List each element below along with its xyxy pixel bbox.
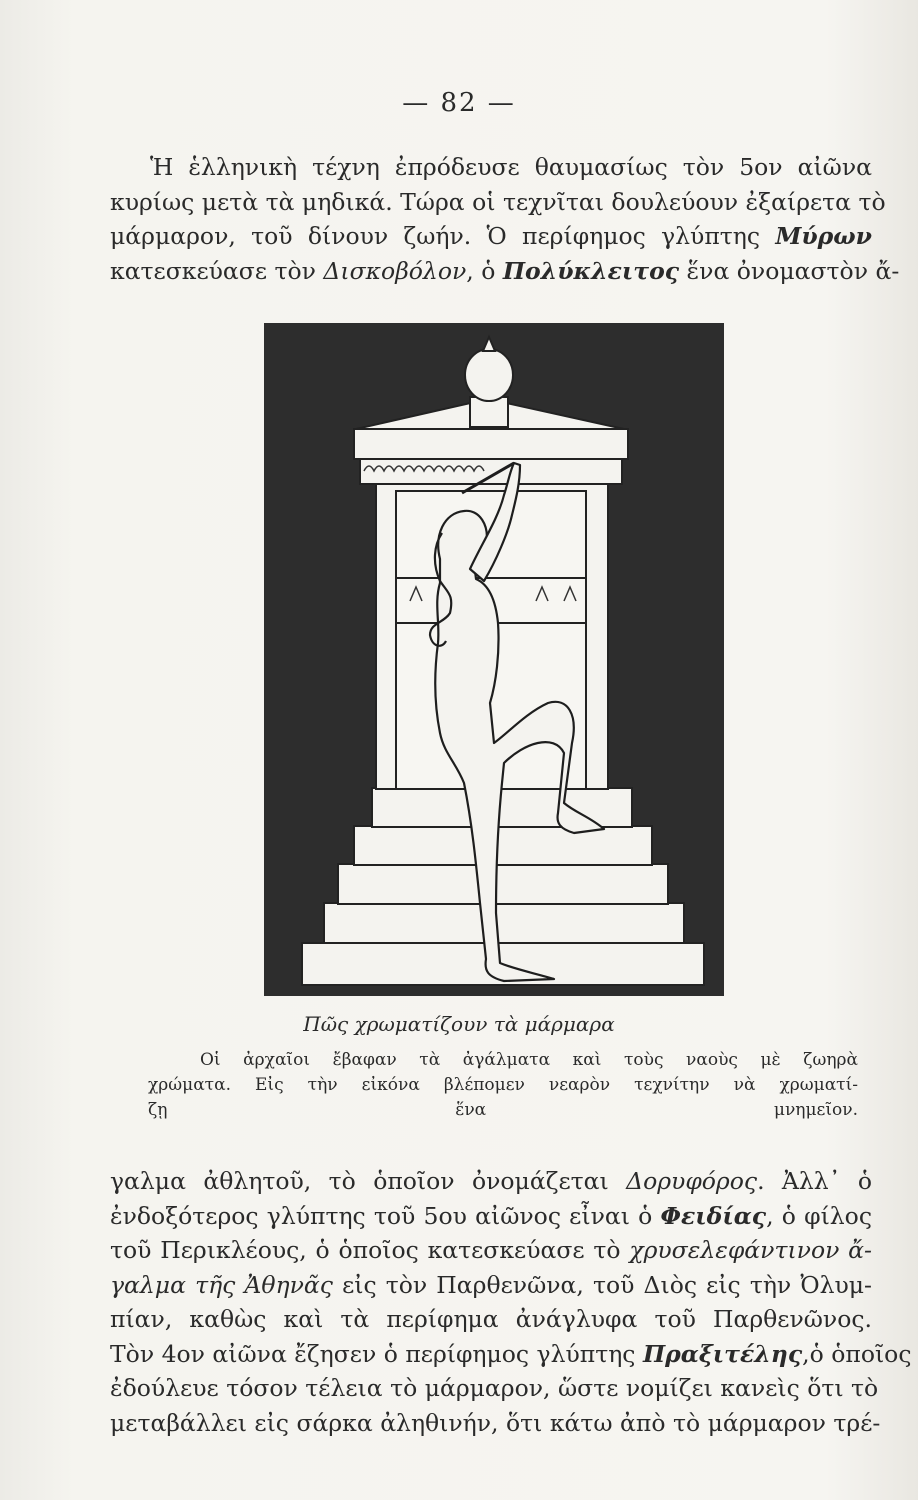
name-diskobolos: Δισκοβόλον — [323, 256, 467, 285]
text-line: ἐνδοξότερος γλύπτης τοῦ 5ου αἰῶνος εἶναι ὁ Φειδίας, ὁ φίλος — [110, 1201, 872, 1230]
text-line: μεταβάλλει εἰς σάρκα ἀληθινήν, ὅτι κάτω ἀπὸ τὸ μάρμαρον τρέ- — [110, 1408, 881, 1437]
text-line: γαλμα τῆς Ἀθηνᾶς εἰς τὸν Παρθενῶνα, τοῦ Διὸς εἰς τὴν Ὀλυμ- — [110, 1270, 872, 1299]
page-number: — 82 — — [402, 88, 516, 118]
text-line: ἐδούλευε τόσον τέλεια τὸ μάρμαρον, ὥστε νομίζει κανεὶς ὅτι τὸ — [110, 1374, 879, 1402]
illustration-painter-monument — [264, 323, 724, 996]
term-chryselephantine: χρυσελεφάντινον ἄ- — [629, 1236, 872, 1264]
text-line: κυρίως μετὰ τὰ μηδικά. Τώρα οἱ τεχνῖται δουλεύουν ἐξαίρετα τὸ — [110, 187, 886, 216]
text-line: Ἡ ἑλληνικὴ τέχνη ἐπρόδευσε θαυμασίως τὸν 5ον αἰῶνα — [150, 153, 872, 181]
text-line: πίαν, καθὼς καὶ τὰ περίφημα ἀνάγλυφα τοῦ Παρθενῶνος. — [110, 1305, 872, 1333]
name-pheidias: Φειδίας — [660, 1201, 767, 1230]
caption-line: ζῃ ἕνα μνημεῖον. — [148, 1100, 858, 1120]
name-doryphoros: Δορυφόρος — [626, 1167, 758, 1195]
name-myron: Μύρων — [775, 222, 872, 250]
name-polykleitos: Πολύκλειτος — [502, 256, 680, 285]
text-line: τοῦ Περικλέους, ὁ ὁποῖος κατεσκεύασε τὸ χρυσελεφάντινον ἄ- — [110, 1236, 872, 1264]
text-line: γαλμα ἀθλητοῦ, τὸ ὁποῖον ὀνομάζεται Δορυφόρος. Ἀλλ᾽ ὁ — [110, 1167, 872, 1195]
text-line: Τὸν 4ον αἰῶνα ἔζησεν ὁ περίφημος γλύπτης Πραξιτέλης,ὁ ὁποῖος — [110, 1339, 912, 1368]
paragraph-intro — [110, 150, 900, 288]
caption-line: Οἱ ἀρχαῖοι ἔβαφαν τὰ ἀγάλματα καὶ τοὺς ναοὺς μὲ ζωηρὰ — [200, 1050, 858, 1070]
caption-line: χρώματα. Εἰς τὴν εἰκόνα βλέπομεν νεαρὸν τεχνίτην νὰ χρωματί- — [148, 1075, 858, 1095]
text-line: μάρμαρον, τοῦ δίνουν ζωήν. Ὁ περίφημος γλύπτης Μύρων — [110, 222, 872, 250]
figure-caption-title: Πῶς χρωματίζουν τὰ μάρμαρα — [303, 1012, 615, 1036]
figure-caption — [148, 1048, 858, 1123]
text-line: κατεσκεύασε τὸν Δισκοβόλον, ὁ Πολύκλειτος ἕνα ὀνομαστὸν ἄ- — [110, 256, 900, 285]
name-praxiteles: Πραξιτέλης — [642, 1339, 803, 1368]
illustration-svg — [264, 323, 724, 996]
name-athena-statue: γαλμα τῆς Ἀθηνᾶς — [110, 1270, 333, 1299]
paragraph-sculptors — [110, 1164, 912, 1440]
